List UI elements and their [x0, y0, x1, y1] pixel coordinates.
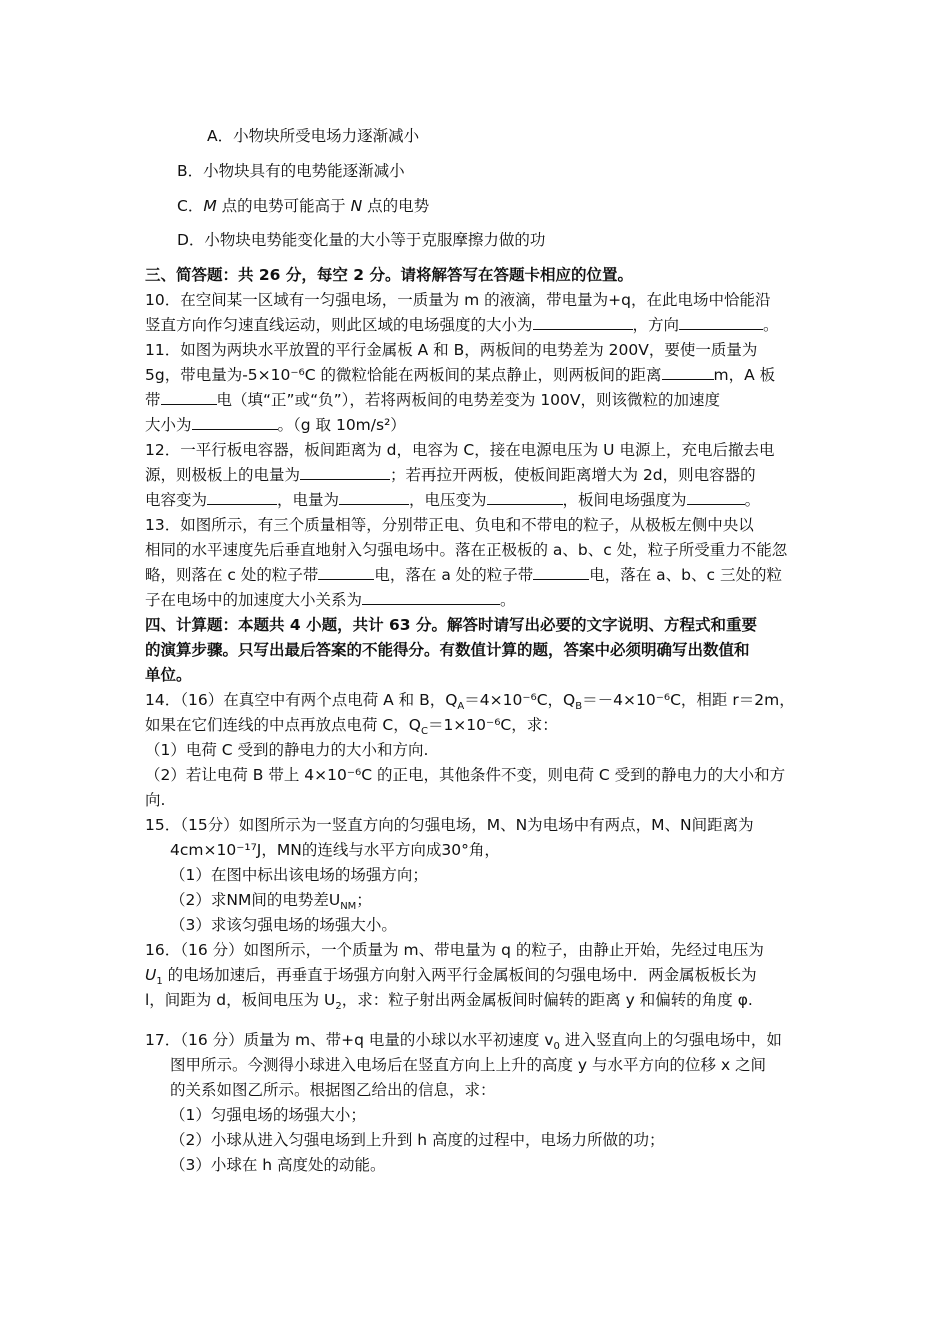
- q10-text-c: 。: [763, 316, 779, 334]
- q12-blank-charge2[interactable]: [339, 490, 409, 505]
- q12-text-f: ，板间电场强度为: [562, 491, 687, 509]
- option-c-m: M: [203, 197, 217, 215]
- q15-text-a: （2）求NM间的电势差U: [170, 891, 341, 909]
- q12-line3: [145, 490, 760, 510]
- q14-text-e: ＝1×10⁻⁶C，求：: [427, 716, 558, 734]
- q17-line4: （1）匀强电场的场强大小；: [170, 1106, 366, 1124]
- q16-u1: U: [145, 966, 157, 984]
- q16-line1: 16．（16 分）如图所示，一个质量为 m、带电量为 q 的粒子，由静止开始，先经过电压为: [145, 941, 764, 959]
- option-c-mid: 点的电势可能高于: [216, 197, 351, 215]
- q14-line1: [145, 690, 795, 713]
- q13-line4: [145, 590, 516, 610]
- q13-text-e: 。: [500, 591, 516, 609]
- q12-blank-capacitance[interactable]: [207, 490, 277, 505]
- q13-blank-c-charge[interactable]: [318, 565, 374, 580]
- q12-text-c: 电容变为: [145, 491, 208, 509]
- q13-text-b: 电，落在 a 处的粒子带: [374, 566, 534, 584]
- q11-line1: 11．如图为两块水平放置的平行金属板 A 和 B，两板间的电势差为 200V，要使一质量为: [145, 341, 758, 359]
- q11-text-b: m，A 板: [713, 366, 776, 384]
- q14-sub-c: C: [420, 726, 428, 738]
- q12-text-d: ，电量为: [277, 491, 340, 509]
- q14-sub-a: A: [457, 701, 465, 713]
- option-c-prefix: C．: [177, 197, 204, 215]
- q16-text-c: ，求：粒子射出两金属板间时偏转的距离 y 和偏转的角度 φ.: [341, 991, 753, 1009]
- option-c: [177, 196, 429, 216]
- q10-text-a: 竖直方向作匀速直线运动，则此区域的电场强度的大小为: [145, 316, 533, 334]
- q10-blank-direction[interactable]: [679, 315, 763, 330]
- q16-text-a: 的电场加速后，再垂直于场强方向射入两平行金属板间的匀强电场中．两金属板板长为: [162, 966, 757, 984]
- q13-blank-a-charge[interactable]: [533, 565, 589, 580]
- q17-line5: （2）小球从进入匀强电场到上升到 h 高度的过程中，电场力所做的功；: [170, 1131, 665, 1149]
- q11-blank-distance[interactable]: [662, 365, 714, 380]
- q12-blank-voltage[interactable]: [487, 490, 563, 505]
- q12-text-g: 。: [744, 491, 761, 509]
- q11-line3: [145, 390, 720, 410]
- q11-text-a: 5g，带电量为-5×10⁻⁶C 的微粒恰能在两板间的某点静止，则两板间的距离: [145, 366, 662, 384]
- q13-text-a: 略，则落在 c 处的粒子带: [145, 566, 319, 584]
- q17-text-b: 进入竖直向上的匀强电场中，如: [559, 1031, 782, 1049]
- q10-line1: 10．在空间某一区域有一匀强电场，一质量为 m 的液滴，带电量为+q，在此电场中恰能沿: [145, 291, 771, 309]
- q11-blank-acceleration[interactable]: [192, 415, 278, 430]
- q12-text-b: ；若再拉开两板，使板间距离增大为 2d，则电容器的: [390, 466, 756, 484]
- q11-text-e: 大小为: [145, 416, 192, 434]
- option-a: A．小物块所受电场力逐渐减小: [207, 127, 420, 145]
- q16-sub2: 2: [335, 1001, 342, 1013]
- q15-sub: NM: [340, 901, 357, 913]
- q14-line3: （1）电荷 C 受到的静电力的大小和方向.: [145, 741, 429, 759]
- q11-text-f: 。（g 取 10m/s²）: [277, 416, 406, 434]
- section3-heading: 三、简答题：共 26 分，每空 2 分。请将解答写在答题卡相应的位置。: [145, 266, 633, 284]
- q13-line2: 相同的水平速度先后垂直地射入匀强电场中。落在正极板的 a、b、c 处，粒子所受重力不能忽: [145, 541, 788, 559]
- q17-line1: [145, 1030, 782, 1053]
- q11-line2: [145, 365, 775, 385]
- q15-line4: [170, 890, 372, 913]
- q12-blank-field[interactable]: [687, 490, 745, 505]
- q15-text-b: ；: [356, 891, 372, 909]
- q16-line3: [145, 990, 753, 1013]
- q12-line2: [145, 465, 756, 485]
- option-c-n: N: [350, 197, 363, 215]
- q11-line4: [145, 415, 406, 435]
- q13-text-c: 电，落在 a、b、c 三处的粒: [589, 566, 782, 584]
- q14-text-d: 如果在它们连线的中点再放点电荷 C，Q: [145, 716, 421, 734]
- q15-line5: （3）求该匀强电场的场强大小。: [170, 916, 397, 934]
- q14-line2: [145, 715, 558, 738]
- option-c-post: 点的电势: [362, 197, 430, 215]
- q13-line3: [145, 565, 782, 585]
- q12-blank-charge[interactable]: [300, 465, 390, 480]
- q17-line6: （3）小球在 h 高度处的动能。: [170, 1156, 386, 1174]
- q10-blank-magnitude[interactable]: [533, 315, 633, 330]
- q13-line1: 13．如图所示，有三个质量相等，分别带正电、负电和不带电的粒子，从极板左侧中央以: [145, 516, 754, 534]
- q11-text-d: 电（填“正”或“负”），若将两板间的电势差变为 100V，则该微粒的加速度: [216, 391, 721, 409]
- option-b: B．小物块具有的电势能逐渐减小: [177, 162, 405, 180]
- q16-line2: [145, 965, 757, 988]
- section4-line2: 的演算步骤。只写出最后答案的不能得分。有数值计算的题，答案中必须明确写出数值和: [145, 641, 750, 659]
- q13-text-d: 子在电场中的加速度大小关系为: [145, 591, 363, 609]
- q14-text-c: ＝－4×10⁻⁶C，相距 r＝2m，: [582, 691, 795, 709]
- q12-line1: 12．一平行板电容器，板间距离为 d，电容为 C，接在电源电压为 U 电源上，充电后撤去电: [145, 441, 775, 459]
- q16-sub1: 1: [156, 976, 163, 988]
- q14-text-b: ＝4×10⁻⁶C，Q: [464, 691, 576, 709]
- q15-line1: 15．（15分）如图所示为一竖直方向的匀强电场，M、N为电场中有两点，M、N间距离为: [145, 816, 754, 834]
- q14-text-a: 14．（16）在真空中有两个点电荷 A 和 B，Q: [145, 691, 458, 709]
- q15-line2: 4cm×10⁻¹⁷J，MN的连线与水平方向成30°角，: [170, 841, 500, 859]
- q11-blank-charge[interactable]: [161, 390, 217, 405]
- q13-blank-acceleration[interactable]: [362, 590, 500, 605]
- section4-line1: 四、计算题：本题共 4 小题，共计 63 分。解答时请写出必要的文字说明、方程式和重要: [145, 616, 757, 634]
- q17-line3: 的关系如图乙所示。根据图乙给出的信息，求：: [170, 1081, 496, 1099]
- q14-line4: （2）若让电荷 B 带上 4×10⁻⁶C 的正电，其他条件不变，则电荷 C 受到的静电力的大小和方: [145, 766, 786, 784]
- q15-line3: （1）在图中标出该电场的场强方向；: [170, 866, 428, 884]
- q14-line5: 向.: [145, 791, 166, 809]
- q11-text-c: 带: [145, 391, 161, 409]
- q12-text-e: ，电压变为: [409, 491, 487, 509]
- section4-line3: 单位。: [145, 666, 192, 684]
- option-d: D．小物块电势能变化量的大小等于克服摩擦力做的功: [177, 231, 546, 249]
- q17-line2: 图甲所示。今测得小球进入电场后在竖直方向上上升的高度 y 与水平方向的位移 x 之间: [170, 1056, 767, 1074]
- q10-line2: [145, 315, 779, 335]
- q14-sub-b: B: [575, 701, 583, 713]
- q16-text-b: l，间距为 d，板间电压为 U: [145, 991, 336, 1009]
- q12-text-a: 源，则极板上的电量为: [145, 466, 301, 484]
- q10-text-b: ，方向: [632, 316, 680, 334]
- q17-text-a: 17．（16 分）质量为 m、带+q 电量的小球以水平初速度 v: [145, 1031, 554, 1049]
- q17-sub: 0: [553, 1041, 560, 1053]
